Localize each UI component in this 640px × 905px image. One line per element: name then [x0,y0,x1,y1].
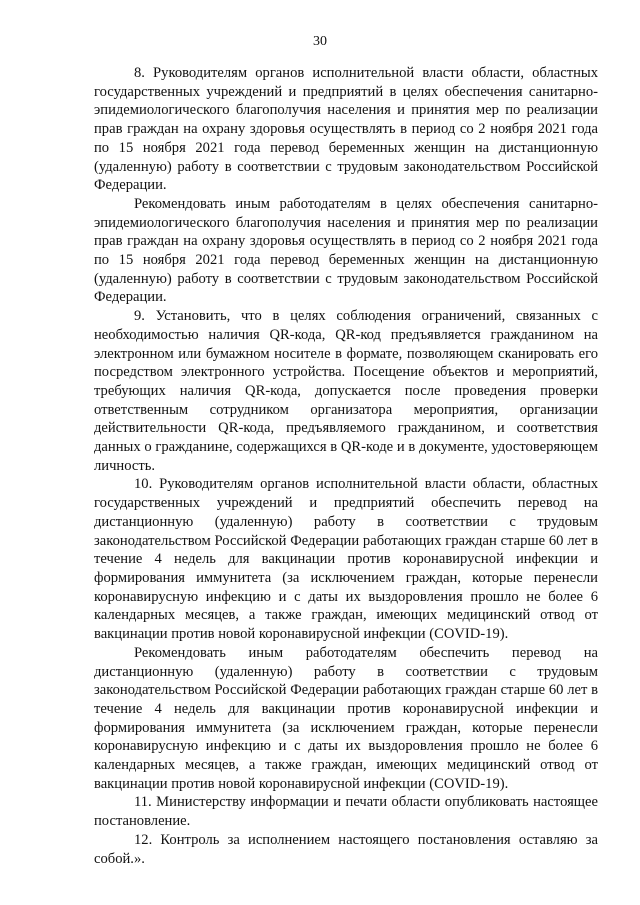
page-number: 30 [313,34,327,49]
paragraph-10: 10. Руководителям органов исполнительной власти области, областных государственных учреждений и предприятий обеспечить перевод на дистанционную (удаленную) работу в соответствии с трудовым законодательством Российской Федерации работающих граждан старше 60 лет в течение 4 недель для вакцинации против коронавирусной инфекции и формирования иммунитета (за исключением граждан, которые перенесли коронавирусную инфекцию и с даты их выздоровления прошло не более 6 календарных месяцев, а также граждан, имеющих медицинский отвод от вакцинации против новой коронавирусной инфекции (COVID-19). [94,476,598,643]
paragraph-8-recommendation: Рекомендовать иным работодателям в целях обеспечения санитарно-эпидемиологического благополучия населения и принятия мер по реализации прав граждан на охрану здоровья осуществлять в период со 2 ноября 2021 года по 15 ноября 2021 года перевод беременных женщин на дистанционную (удаленную) работу в соответствии с трудовым законодательством Российской Федерации. [94,195,598,306]
paragraph-9: 9. Установить, что в целях соблюдения ограничений, связанных с необходимостью наличия QR-кода, QR-код предъявляется гражданином на электронном или бумажном носителе в формате, позволяющем сканировать его посредством электронного устройства. Посещение объектов и мероприятий, требующих наличия QR-кода, допускается после проведения проверки ответственным сотрудником организатора мероприятия, организации действительности QR-кода, предъявляемого гражданином, и соответствия данных о гражданине, содержащихся в QR-коде и в документе, удостоверяющем личность. [94,308,598,474]
paragraph-10-recommendation: Рекомендовать иным работодателям обеспечить перевод на дистанционную (удаленную) работу в соответствии с трудовым законодательством Российской Федерации работающих граждан старше 60 лет в течение 4 недель для вакцинации против коронавирусной инфекции и формирования иммунитета (за исключением граждан, которые перенесли коронавирусную инфекцию и с даты их выздоровления прошло не более 6 календарных месяцев, а также граждан, имеющих медицинский отвод от вакцинации против новой коронавирусной инфекции (COVID-19). [94,644,598,792]
document-body [94,64,598,868]
paragraph-8: 8. Руководителям органов исполнительной власти области, областных государственных учреждений и предприятий в целях обеспечения санитарно-эпидемиологического благополучия населения и принятия мер по реализации прав граждан на охрану здоровья осуществлять в период со 2 ноября 2021 года по 15 ноября 2021 года перевод беременных женщин на дистанционную (удаленную) работу в соответствии с трудовым законодательством Российской Федерации. [94,65,598,194]
paragraph-12: 12. Контроль за исполнением настоящего постановления оставляю за собой.». [94,831,598,867]
paragraph-11: 11. Министерству информации и печати области опубликовать настоящее постановление. [94,794,598,830]
